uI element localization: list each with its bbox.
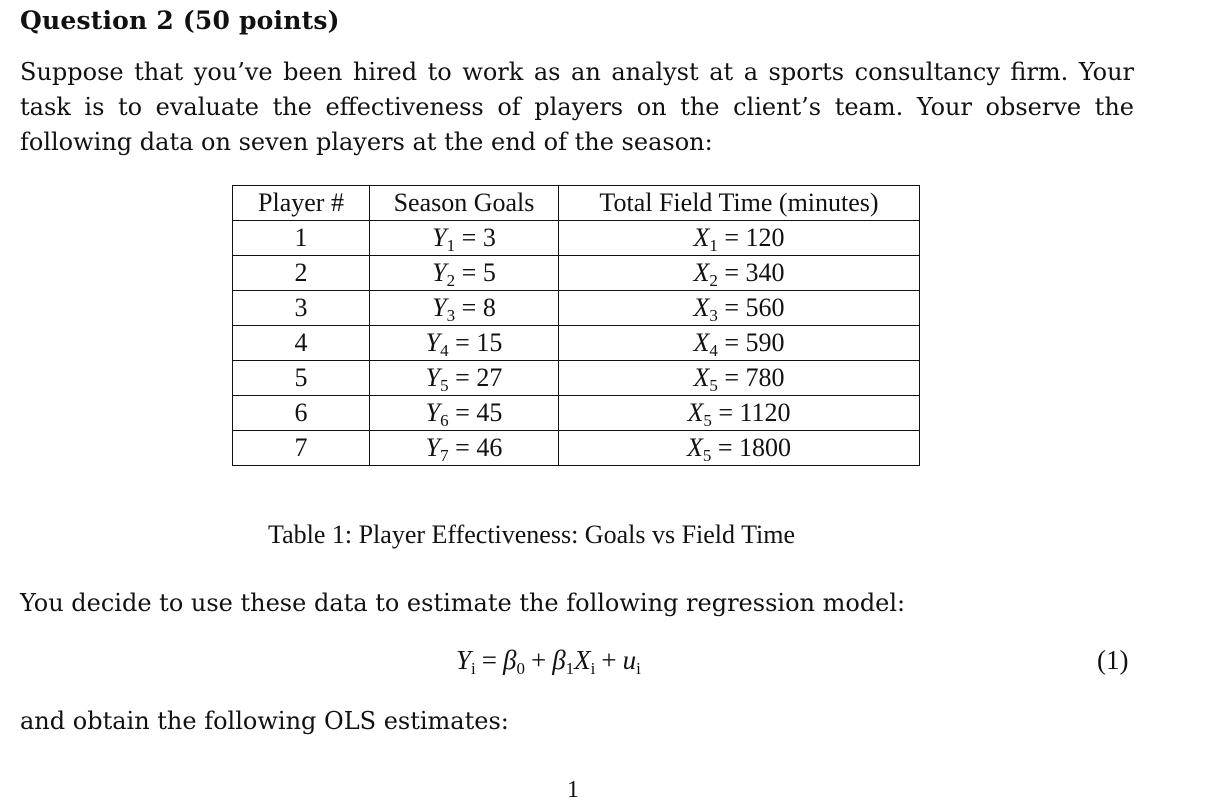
player-number-cell: 3 <box>233 291 370 326</box>
player-number-cell: 6 <box>233 396 370 431</box>
table-row <box>233 326 920 361</box>
equation-number: (1) <box>1097 645 1129 675</box>
season-goals-cell: $Y_2 = 5$ <box>370 256 559 291</box>
player-number-cell: 2 <box>233 256 370 291</box>
table-row <box>233 396 920 431</box>
season-goals-cell: $Y_7 = 46$ <box>370 431 559 466</box>
season-goals-cell: $Y_5 = 27$ <box>370 361 559 396</box>
player-data-table <box>232 185 920 466</box>
eq-x: $X_i$ <box>574 645 596 678</box>
season-goals-cell: $Y_6 = 45$ <box>370 396 559 431</box>
player-number-cell: 1 <box>233 221 370 256</box>
table-caption: Table 1: Player Effectiveness: Goals vs Field Time <box>268 520 796 549</box>
eq-beta0: $\beta_0$ <box>503 645 525 678</box>
page-number: 1 <box>567 777 579 803</box>
table-row <box>233 361 920 396</box>
header-goals: Season Goals <box>370 186 559 221</box>
table-body <box>233 221 920 466</box>
table-row <box>233 221 920 256</box>
table-row <box>233 431 920 466</box>
field-time-cell: $X_2 = 340$ <box>559 256 920 291</box>
regression-equation <box>456 645 641 676</box>
player-number-cell: 7 <box>233 431 370 466</box>
field-time-cell: $X_1 = 120$ <box>559 221 920 256</box>
table-row <box>233 291 920 326</box>
header-player: Player # <box>233 186 370 221</box>
player-number-cell: 4 <box>233 326 370 361</box>
intro-paragraph: Suppose that you’ve been hired to work as an analyst at a sports consultancy firm. Your task is to evaluate the effectiveness of players on the client’s team. Your observe the following data on seven players at the end of the season: <box>20 58 1134 156</box>
field-time-cell: $X_5 = 1120$ <box>559 396 920 431</box>
eq-equals: = <box>481 645 497 675</box>
eq-lhs: $Y_i$ <box>456 645 476 678</box>
eq-plus-1: + <box>530 645 547 675</box>
header-field-time: Total Field Time (minutes) <box>559 186 920 221</box>
field-time-cell: $X_4 = 590$ <box>559 326 920 361</box>
field-time-cell: $X_5 = 780$ <box>559 361 920 396</box>
eq-beta1: $\beta_1$ <box>552 645 575 678</box>
season-goals-cell: $Y_1 = 3$ <box>370 221 559 256</box>
table-row <box>233 256 920 291</box>
ols-estimates-text: and obtain the following OLS estimates: <box>20 707 509 735</box>
regression-intro-text: You decide to use these data to estimate the following regression model: <box>20 589 906 617</box>
season-goals-cell: $Y_3 = 8$ <box>370 291 559 326</box>
table-header-row <box>233 186 920 221</box>
field-time-cell: $X_5 = 1800$ <box>559 431 920 466</box>
player-number-cell: 5 <box>233 361 370 396</box>
eq-plus-2: + <box>601 645 617 675</box>
eq-error: $u_i$ <box>622 645 641 678</box>
question-heading: Question 2 (50 points) <box>20 6 340 35</box>
field-time-cell: $X_3 = 560$ <box>559 291 920 326</box>
season-goals-cell: $Y_4 = 15$ <box>370 326 559 361</box>
